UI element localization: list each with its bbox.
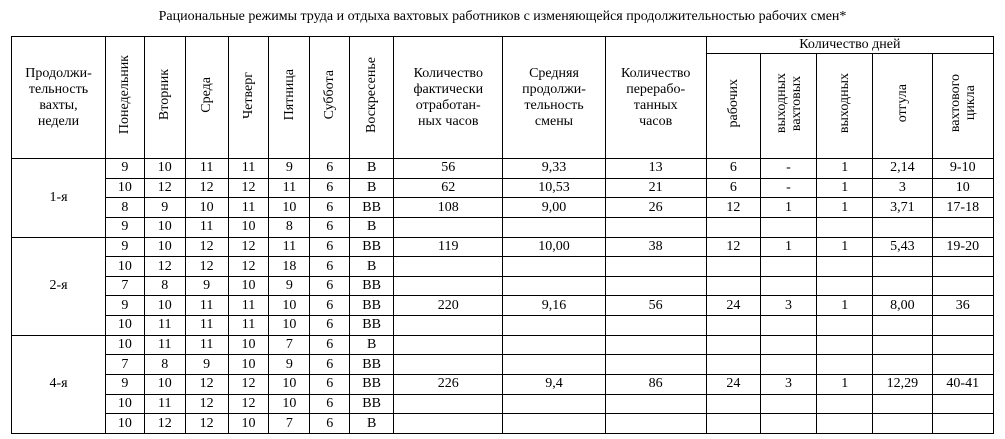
cell-saturday: 6 bbox=[310, 217, 350, 237]
cell-actual-hours bbox=[394, 335, 503, 355]
cell-overtime: 26 bbox=[605, 198, 706, 218]
cell-working-days bbox=[706, 335, 760, 355]
cell-monday: 9 bbox=[106, 217, 145, 237]
cell-rota-days-off: 3 bbox=[760, 296, 816, 316]
cell-actual-hours bbox=[394, 257, 503, 277]
cell-rota-days-off bbox=[760, 394, 816, 414]
header-friday: Пятница bbox=[269, 37, 310, 159]
cell-avg-shift bbox=[503, 276, 605, 296]
cell-days-off: 1 bbox=[817, 198, 873, 218]
cell-monday: 10 bbox=[106, 394, 145, 414]
cell-friday: 9 bbox=[269, 159, 310, 179]
header-rota-days-off: выходных вахтовых bbox=[760, 54, 816, 159]
cell-overtime bbox=[605, 316, 706, 336]
header-thursday: Четверг bbox=[228, 37, 269, 159]
cell-leave-days bbox=[873, 335, 932, 355]
cell-overtime: 38 bbox=[605, 237, 706, 257]
cell-saturday: 6 bbox=[310, 316, 350, 336]
cell-thursday: 12 bbox=[228, 237, 269, 257]
cell-days-off bbox=[817, 394, 873, 414]
cell-actual-hours bbox=[394, 217, 503, 237]
cell-overtime: 86 bbox=[605, 375, 706, 395]
cell-thursday: 10 bbox=[228, 414, 269, 434]
cell-leave-days bbox=[873, 414, 932, 434]
cell-rota-days-off: 1 bbox=[760, 198, 816, 218]
cell-tuesday: 10 bbox=[144, 296, 185, 316]
cell-days-off bbox=[817, 217, 873, 237]
cell-working-days: 24 bbox=[706, 375, 760, 395]
cell-avg-shift bbox=[503, 335, 605, 355]
cell-tuesday: 10 bbox=[144, 217, 185, 237]
cell-overtime: 56 bbox=[605, 296, 706, 316]
cell-friday: 11 bbox=[269, 237, 310, 257]
cell-days-off bbox=[817, 414, 873, 434]
cell-cycle-days bbox=[932, 335, 993, 355]
cell-leave-days: 12,29 bbox=[873, 375, 932, 395]
table-row bbox=[12, 237, 994, 257]
cell-saturday: 6 bbox=[310, 335, 350, 355]
cell-leave-days: 8,00 bbox=[873, 296, 932, 316]
cell-monday: 10 bbox=[106, 335, 145, 355]
table-row bbox=[12, 198, 994, 218]
cell-friday: 7 bbox=[269, 335, 310, 355]
cell-monday: 9 bbox=[106, 159, 145, 179]
cell-days-off: 1 bbox=[817, 178, 873, 198]
cell-working-days bbox=[706, 355, 760, 375]
cell-saturday: 6 bbox=[310, 355, 350, 375]
header-tuesday: Вторник bbox=[144, 37, 185, 159]
cell-leave-days: 3,71 bbox=[873, 198, 932, 218]
cell-wednesday: 11 bbox=[185, 217, 228, 237]
cell-working-days: 24 bbox=[706, 296, 760, 316]
cell-saturday: 6 bbox=[310, 296, 350, 316]
cell-cycle-days: 17-18 bbox=[932, 198, 993, 218]
cell-wednesday: 10 bbox=[185, 198, 228, 218]
cell-saturday: 6 bbox=[310, 159, 350, 179]
cell-saturday: 6 bbox=[310, 375, 350, 395]
cell-days-off bbox=[817, 335, 873, 355]
cell-days-off: 1 bbox=[817, 375, 873, 395]
cell-days-off bbox=[817, 355, 873, 375]
table-row bbox=[12, 335, 994, 355]
cell-friday: 11 bbox=[269, 178, 310, 198]
cell-wednesday: 12 bbox=[185, 237, 228, 257]
cell-thursday: 11 bbox=[228, 159, 269, 179]
cell-avg-shift bbox=[503, 414, 605, 434]
cell-actual-hours bbox=[394, 276, 503, 296]
cell-friday: 10 bbox=[269, 394, 310, 414]
cell-leave-days: 2,14 bbox=[873, 159, 932, 179]
cell-working-days bbox=[706, 316, 760, 336]
cell-tuesday: 12 bbox=[144, 178, 185, 198]
cell-working-days: 6 bbox=[706, 159, 760, 179]
cell-tuesday: 11 bbox=[144, 316, 185, 336]
table-row bbox=[12, 375, 994, 395]
header-monday: Понедельник bbox=[106, 37, 145, 159]
table-row bbox=[12, 394, 994, 414]
cell-cycle-days bbox=[932, 414, 993, 434]
cell-avg-shift bbox=[503, 316, 605, 336]
cell-thursday: 12 bbox=[228, 394, 269, 414]
cell-friday: 9 bbox=[269, 355, 310, 375]
cell-tuesday: 11 bbox=[144, 335, 185, 355]
cell-rota-days-off bbox=[760, 355, 816, 375]
cell-actual-hours: 226 bbox=[394, 375, 503, 395]
header-cycle-days: вахтового цикла bbox=[932, 54, 993, 159]
header-avg-shift: Средняя продолжи- тельность смены bbox=[503, 37, 605, 159]
cell-cycle-days: 9-10 bbox=[932, 159, 993, 179]
cell-leave-days: 5,43 bbox=[873, 237, 932, 257]
cell-monday: 9 bbox=[106, 296, 145, 316]
cell-tuesday: 8 bbox=[144, 276, 185, 296]
cell-avg-shift bbox=[503, 394, 605, 414]
cell-friday: 8 bbox=[269, 217, 310, 237]
table-row bbox=[12, 316, 994, 336]
header-duration: Продолжи- тельность вахты, недели bbox=[12, 37, 106, 159]
cell-wednesday: 11 bbox=[185, 159, 228, 179]
cell-sunday: ВВ bbox=[350, 296, 394, 316]
cell-days-off: 1 bbox=[817, 237, 873, 257]
cell-sunday: ВВ bbox=[350, 316, 394, 336]
cell-sunday: ВВ bbox=[350, 355, 394, 375]
cell-thursday: 10 bbox=[228, 335, 269, 355]
cell-monday: 10 bbox=[106, 414, 145, 434]
cell-friday: 10 bbox=[269, 296, 310, 316]
table-row bbox=[12, 414, 994, 434]
cell-thursday: 12 bbox=[228, 375, 269, 395]
header-sunday: Воскресенье bbox=[350, 37, 394, 159]
cell-thursday: 11 bbox=[228, 316, 269, 336]
cell-days-off bbox=[817, 276, 873, 296]
cell-sunday: В bbox=[350, 217, 394, 237]
cell-monday: 9 bbox=[106, 237, 145, 257]
cell-wednesday: 12 bbox=[185, 257, 228, 277]
cell-cycle-days bbox=[932, 355, 993, 375]
cell-thursday: 10 bbox=[228, 355, 269, 375]
cell-cycle-days bbox=[932, 316, 993, 336]
cell-cycle-days: 19-20 bbox=[932, 237, 993, 257]
cell-thursday: 10 bbox=[228, 217, 269, 237]
cell-saturday: 6 bbox=[310, 257, 350, 277]
table-row bbox=[12, 296, 994, 316]
cell-wednesday: 11 bbox=[185, 335, 228, 355]
cell-wednesday: 12 bbox=[185, 375, 228, 395]
cell-sunday: ВВ bbox=[350, 375, 394, 395]
cell-cycle-days bbox=[932, 217, 993, 237]
cell-days-off: 1 bbox=[817, 159, 873, 179]
cell-saturday: 6 bbox=[310, 276, 350, 296]
cell-friday: 10 bbox=[269, 375, 310, 395]
table-header bbox=[12, 37, 994, 159]
cell-leave-days bbox=[873, 355, 932, 375]
cell-cycle-days: 10 bbox=[932, 178, 993, 198]
cell-rota-days-off bbox=[760, 276, 816, 296]
cell-overtime bbox=[605, 335, 706, 355]
table-row bbox=[12, 257, 994, 277]
cell-wednesday: 11 bbox=[185, 316, 228, 336]
schedule-table bbox=[11, 36, 994, 434]
cell-thursday: 11 bbox=[228, 198, 269, 218]
cell-working-days bbox=[706, 257, 760, 277]
cell-cycle-days bbox=[932, 257, 993, 277]
cell-monday: 7 bbox=[106, 355, 145, 375]
cell-sunday: В bbox=[350, 257, 394, 277]
cell-cycle-days bbox=[932, 276, 993, 296]
cell-rota-days-off bbox=[760, 414, 816, 434]
cell-leave-days: 3 bbox=[873, 178, 932, 198]
cell-avg-shift: 9,33 bbox=[503, 159, 605, 179]
cell-overtime bbox=[605, 217, 706, 237]
cell-sunday: В bbox=[350, 335, 394, 355]
cell-monday: 8 bbox=[106, 198, 145, 218]
cell-actual-hours: 220 bbox=[394, 296, 503, 316]
cell-sunday: В bbox=[350, 178, 394, 198]
cell-avg-shift bbox=[503, 217, 605, 237]
cell-sunday: В bbox=[350, 159, 394, 179]
table-row bbox=[12, 217, 994, 237]
cell-sunday: ВВ bbox=[350, 394, 394, 414]
week-label-cell: 1-я bbox=[12, 159, 106, 238]
cell-overtime bbox=[605, 414, 706, 434]
cell-leave-days bbox=[873, 276, 932, 296]
cell-actual-hours: 62 bbox=[394, 178, 503, 198]
cell-overtime: 13 bbox=[605, 159, 706, 179]
cell-rota-days-off bbox=[760, 257, 816, 277]
cell-monday: 10 bbox=[106, 257, 145, 277]
cell-working-days bbox=[706, 414, 760, 434]
cell-avg-shift: 10,53 bbox=[503, 178, 605, 198]
header-actual-hours: Количество фактически отработан- ных часов bbox=[394, 37, 503, 159]
cell-rota-days-off bbox=[760, 217, 816, 237]
header-saturday: Суббота bbox=[310, 37, 350, 159]
cell-leave-days bbox=[873, 217, 932, 237]
header-working-days: рабочих bbox=[706, 54, 760, 159]
cell-tuesday: 8 bbox=[144, 355, 185, 375]
cell-cycle-days: 40-41 bbox=[932, 375, 993, 395]
cell-wednesday: 11 bbox=[185, 296, 228, 316]
cell-days-off bbox=[817, 316, 873, 336]
cell-avg-shift: 9,00 bbox=[503, 198, 605, 218]
table-title: Рациональные режимы труда и отдыха вахтовых работников с изменяющейся продолжительностью рабочих смен* bbox=[158, 9, 847, 24]
cell-tuesday: 10 bbox=[144, 159, 185, 179]
cell-avg-shift: 9,16 bbox=[503, 296, 605, 316]
cell-actual-hours bbox=[394, 414, 503, 434]
cell-cycle-days: 36 bbox=[932, 296, 993, 316]
cell-actual-hours: 56 bbox=[394, 159, 503, 179]
cell-actual-hours bbox=[394, 394, 503, 414]
cell-overtime bbox=[605, 394, 706, 414]
cell-working-days bbox=[706, 217, 760, 237]
cell-rota-days-off: 3 bbox=[760, 375, 816, 395]
cell-overtime bbox=[605, 276, 706, 296]
cell-wednesday: 12 bbox=[185, 414, 228, 434]
table-row bbox=[12, 276, 994, 296]
cell-saturday: 6 bbox=[310, 394, 350, 414]
cell-overtime bbox=[605, 257, 706, 277]
cell-avg-shift: 10,00 bbox=[503, 237, 605, 257]
cell-monday: 10 bbox=[106, 316, 145, 336]
cell-cycle-days bbox=[932, 394, 993, 414]
cell-actual-hours bbox=[394, 316, 503, 336]
cell-working-days bbox=[706, 276, 760, 296]
cell-rota-days-off: 1 bbox=[760, 237, 816, 257]
cell-days-off: 1 bbox=[817, 296, 873, 316]
cell-rota-days-off: - bbox=[760, 178, 816, 198]
cell-working-days: 12 bbox=[706, 237, 760, 257]
cell-days-off bbox=[817, 257, 873, 277]
cell-rota-days-off: - bbox=[760, 159, 816, 179]
table-row bbox=[12, 159, 994, 179]
header-overtime: Количество перерабо- танных часов bbox=[605, 37, 706, 159]
cell-tuesday: 9 bbox=[144, 198, 185, 218]
header-days-off: выходных bbox=[817, 54, 873, 159]
week-label-cell: 2-я bbox=[12, 237, 106, 335]
table-row bbox=[12, 355, 994, 375]
cell-avg-shift: 9,4 bbox=[503, 375, 605, 395]
cell-friday: 7 bbox=[269, 414, 310, 434]
cell-monday: 10 bbox=[106, 178, 145, 198]
cell-wednesday: 9 bbox=[185, 355, 228, 375]
cell-tuesday: 12 bbox=[144, 414, 185, 434]
cell-actual-hours: 108 bbox=[394, 198, 503, 218]
cell-friday: 9 bbox=[269, 276, 310, 296]
header-wednesday: Среда bbox=[185, 37, 228, 159]
cell-wednesday: 12 bbox=[185, 394, 228, 414]
table-body bbox=[12, 159, 994, 434]
header-leave-days: отгула bbox=[873, 54, 932, 159]
cell-sunday: ВВ bbox=[350, 237, 394, 257]
cell-leave-days bbox=[873, 394, 932, 414]
cell-overtime: 21 bbox=[605, 178, 706, 198]
cell-tuesday: 11 bbox=[144, 394, 185, 414]
cell-thursday: 12 bbox=[228, 257, 269, 277]
cell-working-days: 12 bbox=[706, 198, 760, 218]
table-row bbox=[12, 178, 994, 198]
cell-saturday: 6 bbox=[310, 237, 350, 257]
cell-thursday: 10 bbox=[228, 276, 269, 296]
cell-saturday: 6 bbox=[310, 178, 350, 198]
cell-friday: 10 bbox=[269, 198, 310, 218]
cell-sunday: ВВ bbox=[350, 198, 394, 218]
cell-saturday: 6 bbox=[310, 198, 350, 218]
header-days-group: Количество дней bbox=[706, 37, 993, 54]
cell-friday: 18 bbox=[269, 257, 310, 277]
cell-tuesday: 10 bbox=[144, 375, 185, 395]
cell-sunday: ВВ bbox=[350, 276, 394, 296]
cell-avg-shift bbox=[503, 355, 605, 375]
cell-overtime bbox=[605, 355, 706, 375]
cell-wednesday: 12 bbox=[185, 178, 228, 198]
cell-rota-days-off bbox=[760, 335, 816, 355]
cell-monday: 9 bbox=[106, 375, 145, 395]
cell-working-days bbox=[706, 394, 760, 414]
cell-tuesday: 12 bbox=[144, 257, 185, 277]
cell-leave-days bbox=[873, 257, 932, 277]
cell-friday: 10 bbox=[269, 316, 310, 336]
cell-leave-days bbox=[873, 316, 932, 336]
cell-saturday: 6 bbox=[310, 414, 350, 434]
cell-tuesday: 10 bbox=[144, 237, 185, 257]
week-label-cell: 4-я bbox=[12, 335, 106, 433]
cell-sunday: В bbox=[350, 414, 394, 434]
cell-actual-hours: 119 bbox=[394, 237, 503, 257]
cell-thursday: 11 bbox=[228, 296, 269, 316]
cell-actual-hours bbox=[394, 355, 503, 375]
cell-avg-shift bbox=[503, 257, 605, 277]
cell-working-days: 6 bbox=[706, 178, 760, 198]
cell-wednesday: 9 bbox=[185, 276, 228, 296]
cell-thursday: 12 bbox=[228, 178, 269, 198]
cell-monday: 7 bbox=[106, 276, 145, 296]
cell-rota-days-off bbox=[760, 316, 816, 336]
